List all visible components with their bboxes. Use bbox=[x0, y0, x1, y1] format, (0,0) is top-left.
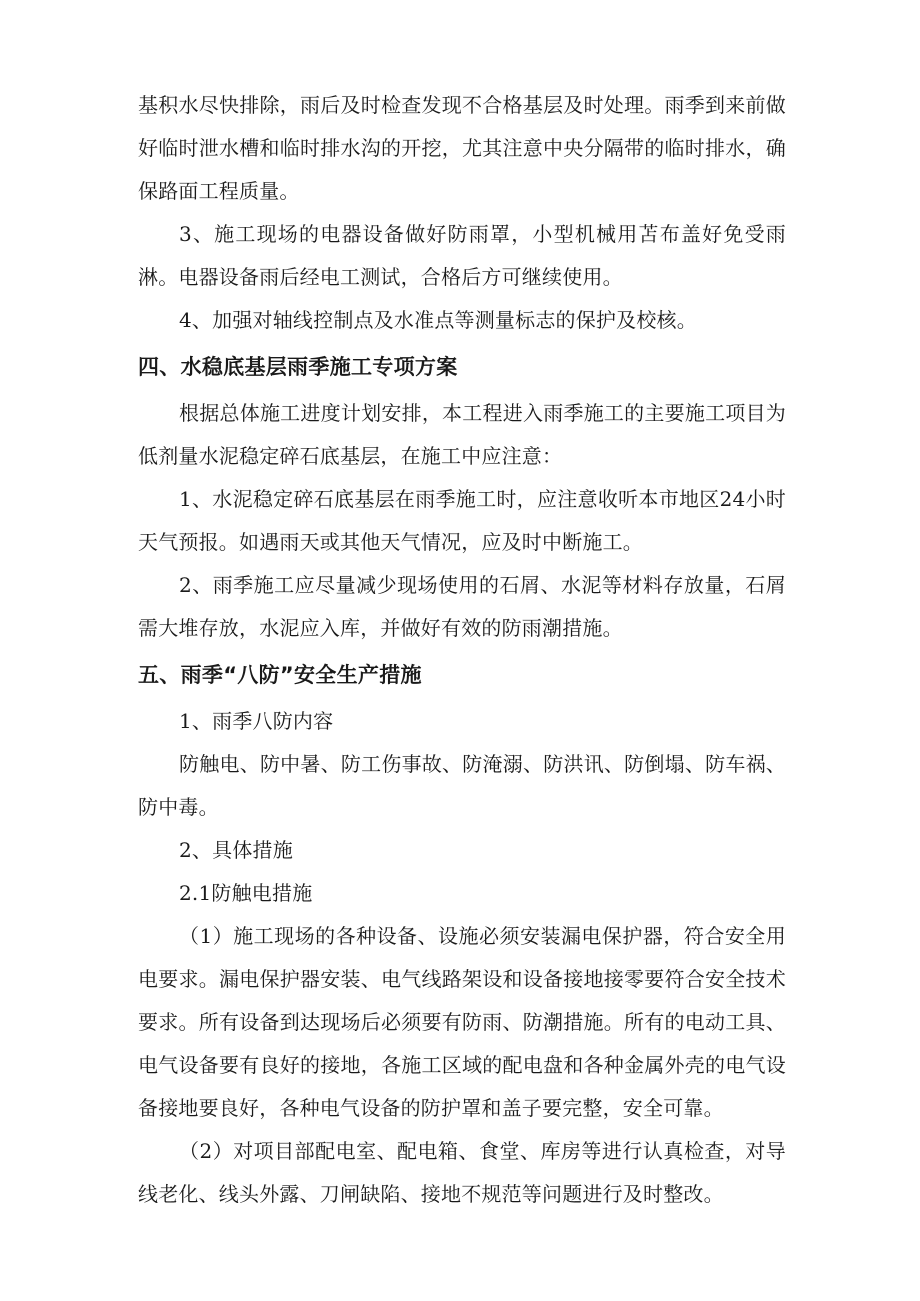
section-heading-5: 五、雨季“八防”安全生产措施 bbox=[138, 663, 422, 687]
paragraph-subsection-2-1-title: 2.1防触电措施 bbox=[179, 881, 313, 905]
paragraph-subsection-2-1-item-2: （2）对项目部配电室、配电箱、食堂、库房等进行认真检查，对导线老化、线头外露、刀闸缺陷、接地不规范等问题进行及时整改。 bbox=[138, 1139, 786, 1206]
paragraph-item-3: 3、施工现场的电器设备做好防雨罩，小型机械用苫布盖好免受雨淋。电器设备雨后经电工测试，合格后方可继续使用。 bbox=[138, 222, 786, 289]
paragraph-item-4: 4、加强对轴线控制点及水准点等测量标志的保护及校核。 bbox=[179, 308, 697, 332]
paragraph-section-4-item-1: 1、水泥稳定碎石底基层在雨季施工时，应注意收听本市地区24小时天气预报。如遇雨天或其他天气情况，应及时中断施工。 bbox=[138, 487, 786, 554]
paragraph-section-4-item-2: 2、雨季施工应尽量减少现场使用的石屑、水泥等材料存放量，石屑需大堆存放，水泥应入库，并做好有效的防雨潮措施。 bbox=[138, 573, 786, 640]
paragraph-section-5-item-2-title: 2、具体措施 bbox=[179, 838, 293, 862]
section-heading-4: 四、水稳底基层雨季施工专项方案 bbox=[138, 355, 458, 379]
paragraph-section-5-item-1-title: 1、雨季八防内容 bbox=[179, 709, 334, 733]
document-body bbox=[138, 84, 786, 1216]
paragraph-subsection-2-1-item-1: （1）施工现场的各种设备、设施必须安装漏电保护器，符合安全用电要求。漏电保护器安装、电气线路架设和设备接地接零要符合安全技术要求。所有设备到达现场后必须要有防雨、防潮措施。所有的电动工具、电气设备要有良好的接地，各施工区域的配电盘和各种金属外壳的电气设备接地要良好，各种电气设备的防护罩和盖子要完整，安全可靠。 bbox=[138, 924, 786, 1120]
paragraph-section-5-item-1-body: 防触电、防中暑、防工伤事故、防淹溺、防洪讯、防倒塌、防车祸、防中毒。 bbox=[138, 752, 786, 819]
paragraph-section-4-intro: 根据总体施工进度计划安排，本工程进入雨季施工的主要施工项目为低剂量水泥稳定碎石底基层，在施工中应注意： bbox=[138, 401, 786, 468]
paragraph-drainage-continued: 基积水尽快排除，雨后及时检查发现不合格基层及时处理。雨季到来前做好临时泄水槽和临时排水沟的开挖，尤其注意中央分隔带的临时排水，确保路面工程质量。 bbox=[138, 93, 786, 203]
